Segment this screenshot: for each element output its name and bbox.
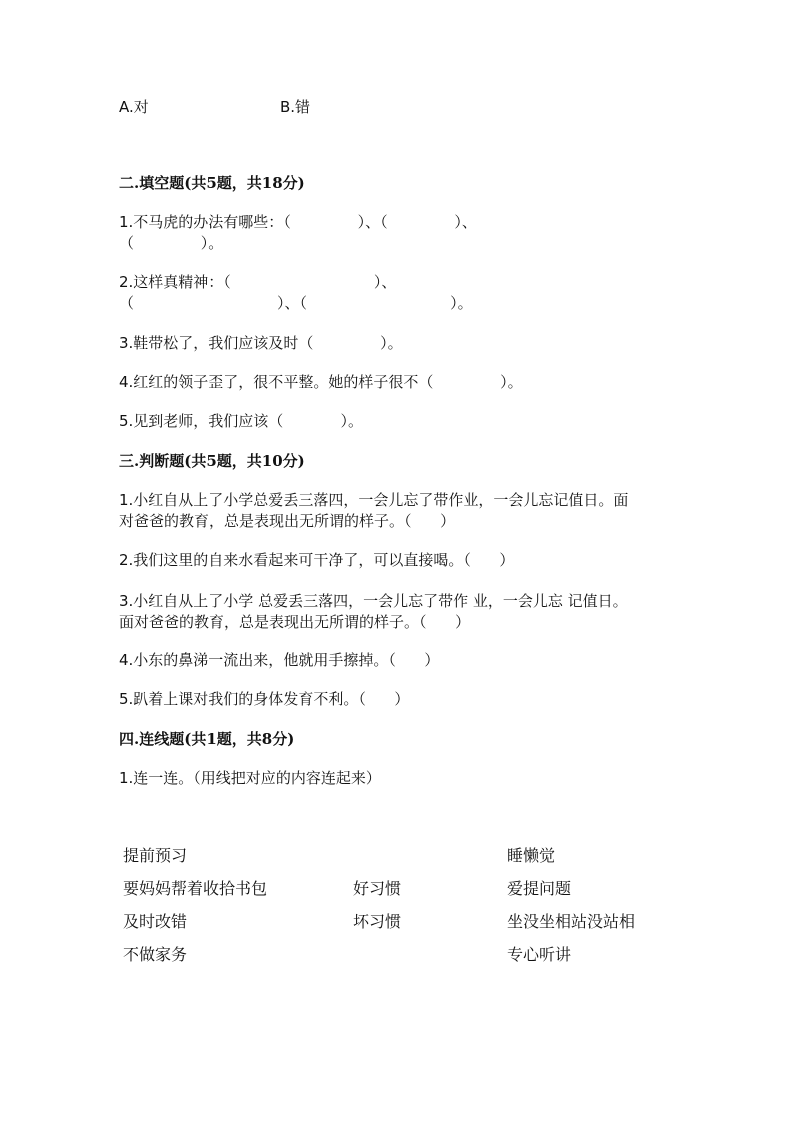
fill-q4: 4.红红的领子歪了，很不平整。她的样子很不（ ）。 [119,373,523,391]
matching-q1: 1.连一连。（用线把对应的内容连起来） [119,769,381,787]
section-judge-heading: 三.判断题(共5题，共10分) [119,452,305,470]
middle-item: 好习惯 [353,879,402,898]
fill-q2-line2: （ ）、（ ）。 [119,294,473,312]
left-item: 不做家务 [123,945,188,964]
right-item: 睡懒觉 [507,846,556,865]
option-a: A.对 [119,98,149,116]
fill-q1-line1: 1.不马虎的办法有哪些：（ ）、（ ）、 [119,213,477,231]
left-item: 及时改错 [123,912,188,931]
judge-q4: 4.小东的鼻涕一流出来，他就用手擦掉。（ ） [119,651,440,669]
judge-q2: 2.我们这里的自来水看起来可干净了，可以直接喝。（ ） [119,551,515,569]
section-fill-blank-heading: 二.填空题(共5题，共18分) [119,174,305,192]
right-item: 专心听讲 [507,945,572,964]
option-b: B.错 [280,98,311,116]
left-item: 提前预习 [123,846,188,865]
fill-q3: 3.鞋带松了，我们应该及时（ ）。 [119,334,403,352]
fill-q1-line2: （ ）。 [119,234,224,252]
judge-q3-line2: 面对爸爸的教育，总是表现出无所谓的样子。（ ） [119,613,471,631]
section-matching-heading: 四.连线题(共1题，共8分) [119,730,295,748]
left-item: 要妈妈帮着收拾书包 [123,879,268,898]
right-item: 坐没坐相站没站相 [507,912,636,931]
fill-q2-line1: 2.这样真精神：（ ）、 [119,273,397,291]
judge-q5: 5.趴着上课对我们的身体发育不利。（ ） [119,690,410,708]
fill-q5: 5.见到老师，我们应该（ ）。 [119,412,364,430]
judge-q3-line1: 3.小红自从上了小学 总爱丢三落四，一会儿忘了带作 业，一会儿忘 记值日。 [119,592,628,610]
judge-q1-line2: 对爸爸的教育，总是表现出无所谓的样子。（ ） [119,512,456,530]
right-item: 爱提问题 [507,879,572,898]
middle-item: 坏习惯 [353,912,402,931]
judge-q1-line1: 1.小红自从上了小学总爱丢三落四，一会儿忘了带作业，一会儿忘记值日。面 [119,491,629,509]
